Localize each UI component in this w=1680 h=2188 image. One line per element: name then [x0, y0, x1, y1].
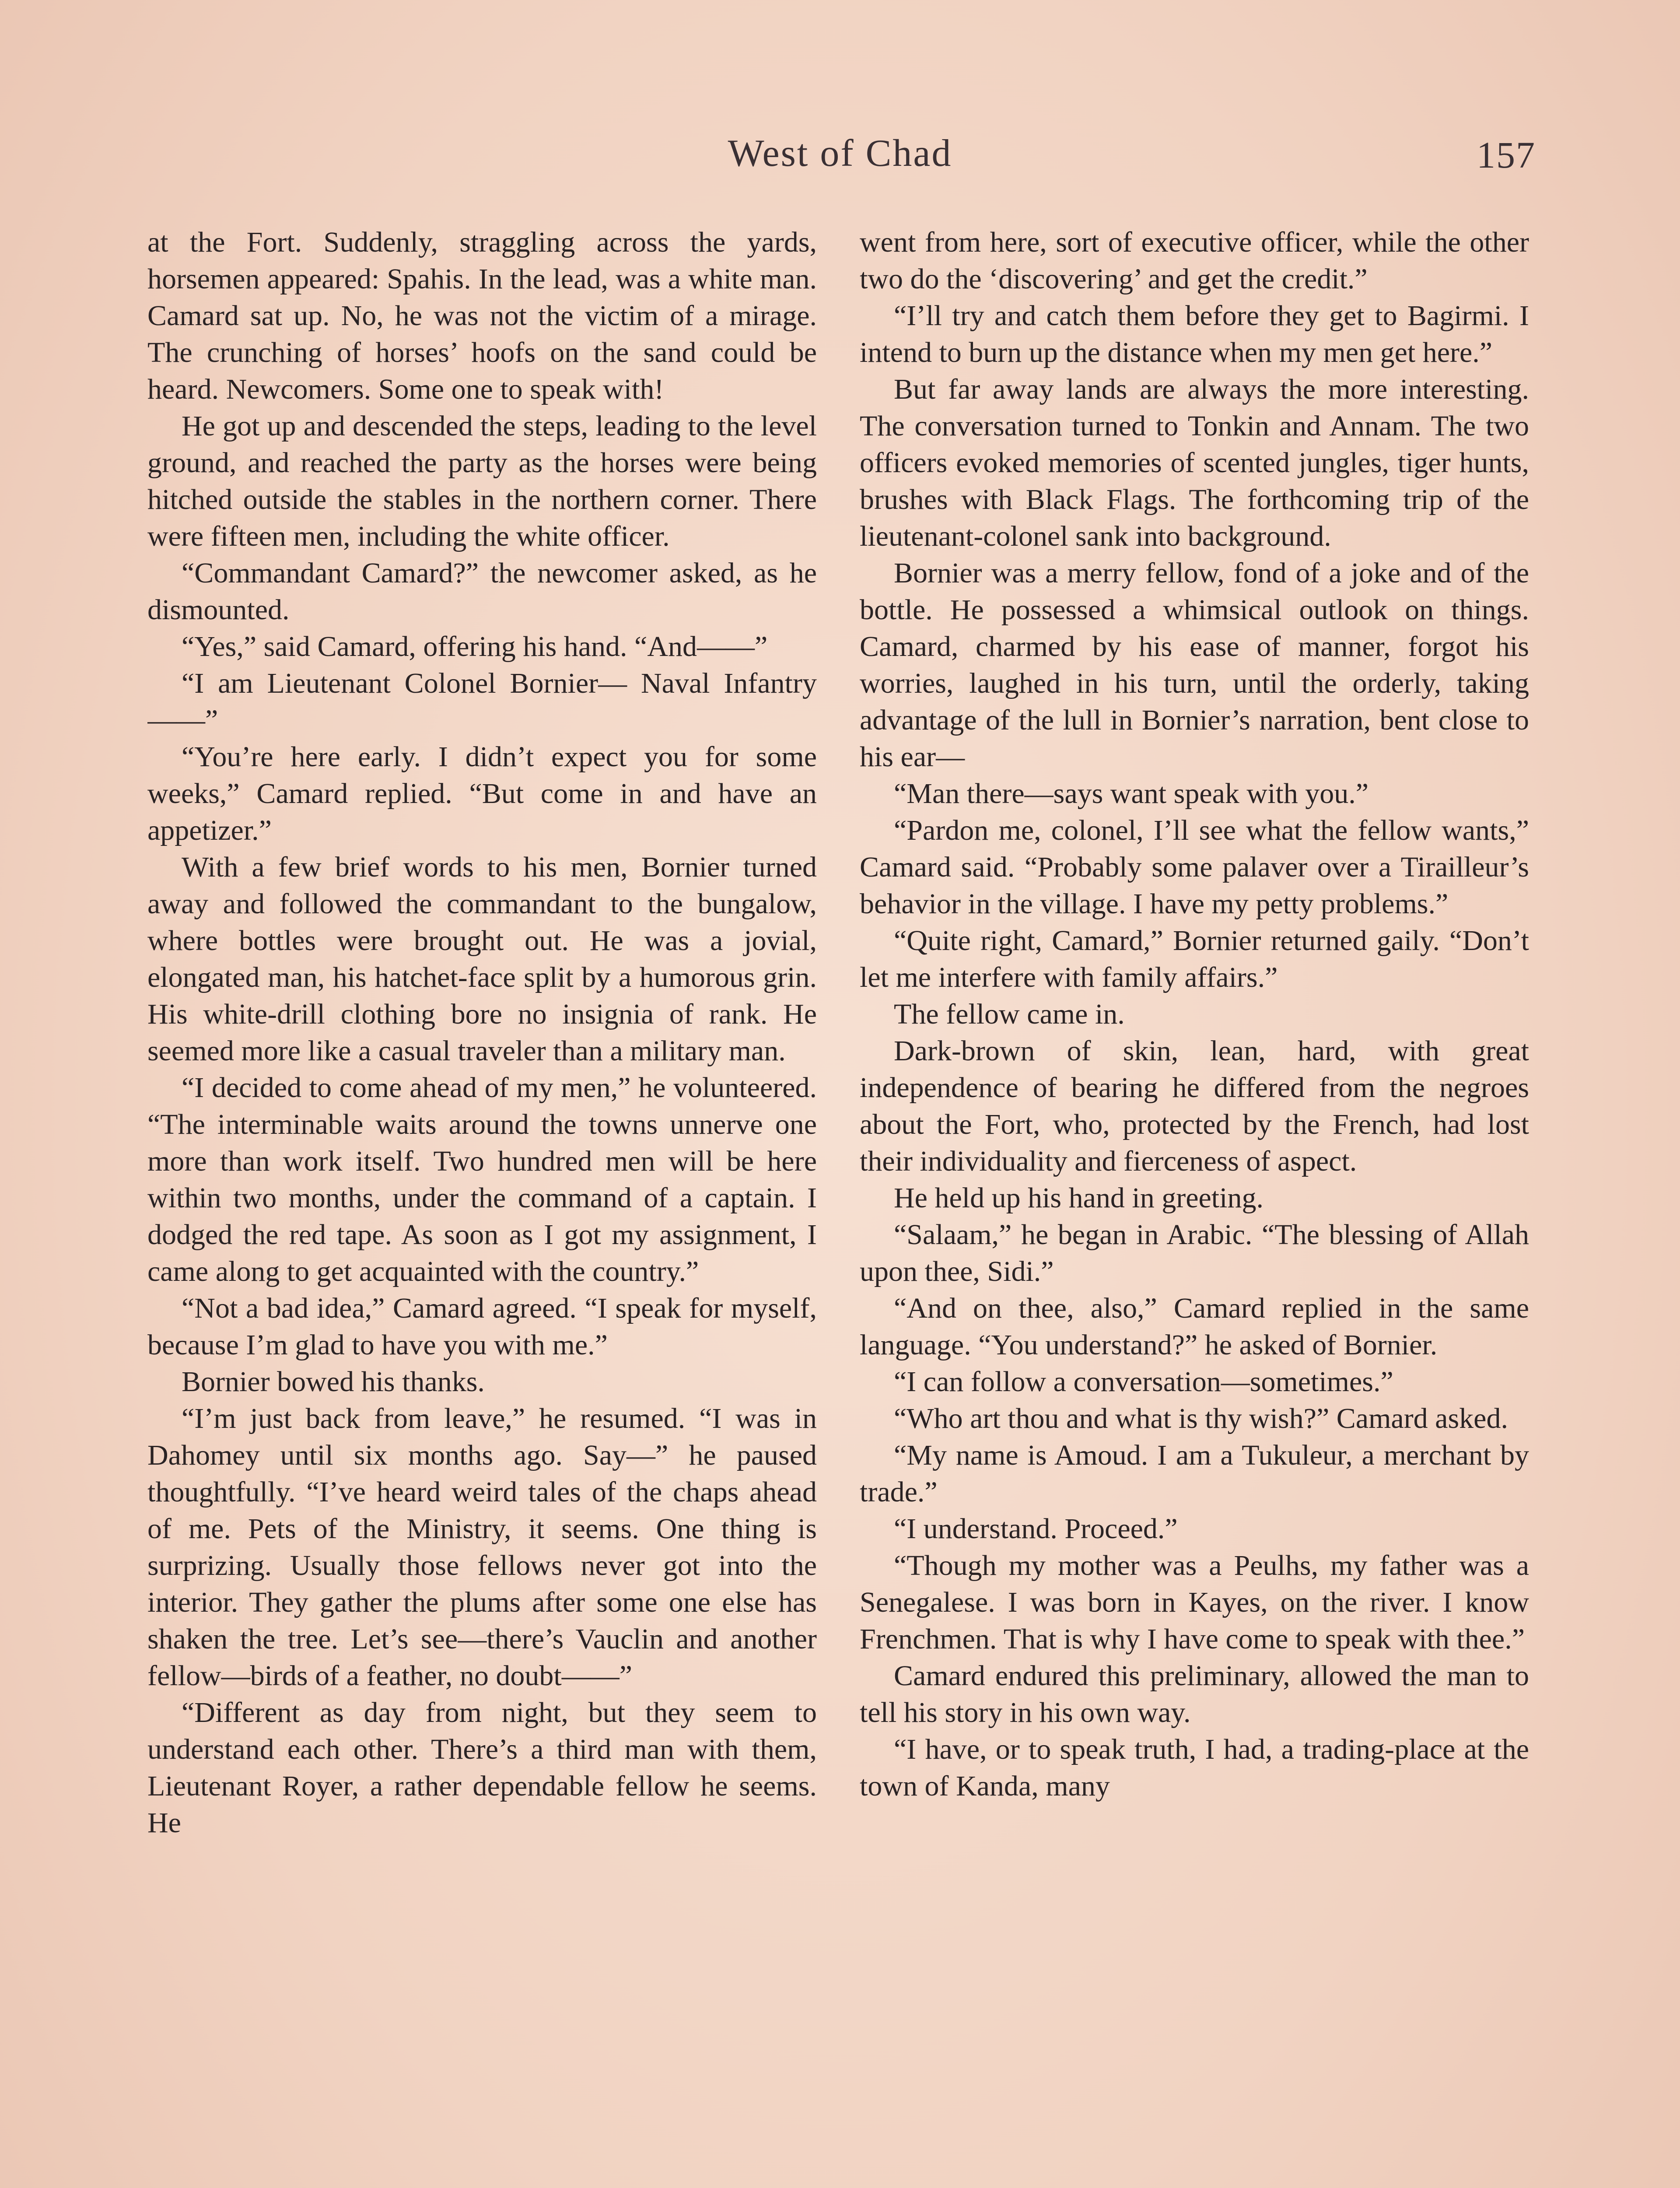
paragraph: “I understand. Proceed.” — [894, 1513, 1178, 1545]
paragraph: “My name is Amoud. I am a Tukuleur, a merchant by trade.” — [860, 1439, 1529, 1508]
paragraph: “Quite right, Camard,” Bornier returned gaily. “Don’t let me interfere with family affairs.” — [860, 925, 1529, 993]
running-title: West of Chad — [728, 132, 952, 175]
paragraph: “And on thee, also,” Camard replied in the same language. “You understand?” he asked of Bornier. — [860, 1292, 1529, 1361]
paragraph: “I have, or to speak truth, I had, a trading-place at the town of Kanda, many — [860, 1733, 1529, 1802]
paragraph: “I can follow a conversation—sometimes.” — [894, 1366, 1393, 1398]
paragraph: “Who art thou and what is thy wish?” Camard asked. — [894, 1403, 1508, 1434]
paragraph: Bornier was a merry fellow, fond of a joke and of the bottle. He possessed a whimsical outlook on things. Camard, charmed by his ease of manner, forgot his worries, laughed in his turn, until the orderly, taking advantage of the lull in Bornier’s narration, bent close to his ear— — [860, 557, 1529, 773]
paragraph: “Pardon me, colonel, I’ll see what the fellow wants,” Camard said. “Probably some palaver over a Tirailleur’s behavior in the village. I have my petty problems.” — [860, 814, 1529, 920]
page-header — [144, 131, 1536, 184]
paragraph: He held up his hand in greeting. — [894, 1182, 1264, 1214]
paragraph: “I am Lieutenant Colonel Bornier— Naval Infantry——” — [147, 667, 817, 736]
paragraph: “Man there—says want speak with you.” — [894, 778, 1369, 810]
paragraph: “Yes,” said Camard, offering his hand. “And——” — [182, 631, 768, 663]
paragraph: “I decided to come ahead of my men,” he volunteered. “The interminable waits around the towns unnerve one more than work itself. Two hundred men will be here within two months, under the command of a captain. I dodged the red tape. As soon as I got my assignment, I came along to get acquainted with the country.” — [147, 1072, 817, 1287]
paragraph: With a few brief words to his men, Bornier turned away and followed the commandant to the bungalow, where bottles were brought out. He was a jovial, elongated man, his hatchet-face split by a humorous grin. His white-drill clothing bore no insignia of rank. He seemed more like a casual traveler than a military man. — [147, 851, 817, 1067]
paragraph: Bornier bowed his thanks. — [182, 1366, 485, 1398]
paragraph: He got up and descended the steps, leading to the level ground, and reached the party as the horses were being hitched outside the stables in the northern corner. There were fifteen men, including the white officer. — [147, 410, 817, 552]
paragraph: The fellow came in. — [894, 998, 1125, 1030]
paragraph: “Different as day from night, but they seem to understand each other. There’s a third man with them, Lieutenant Royer, a rather dependable fellow he seems. He — [147, 1697, 817, 1839]
paragraph: Camard endured this preliminary, allowed the man to tell his story in his own way. — [860, 1660, 1529, 1729]
right-column — [860, 224, 1529, 2188]
paragraph: “Salaam,” he began in Arabic. “The blessing of Allah upon thee, Sidi.” — [860, 1219, 1529, 1287]
paragraph: “I’ll try and catch them before they get to Bagirmi. I intend to burn up the distance when my men get here.” — [860, 300, 1529, 368]
paragraph: “You’re here early. I didn’t expect you for some weeks,” Camard replied. “But come in and have an appetizer.” — [147, 741, 817, 846]
paragraph: Dark-brown of skin, lean, hard, with great independence of bearing he differed from the negroes about the Fort, who, protected by the French, had lost their individuality and fierceness of aspect. — [860, 1035, 1529, 1177]
left-column — [147, 224, 817, 2188]
paragraph: “Commandant Camard?” the newcomer asked, as he dismounted. — [147, 557, 817, 626]
paragraph: “Not a bad idea,” Camard agreed. “I speak for myself, because I’m glad to have you with me.” — [147, 1292, 817, 1361]
paragraph: “I’m just back from leave,” he resumed. “I was in Dahomey until six months ago. Say—” he paused thoughtfully. “I’ve heard weird tales of the chaps ahead of me. Pets of the Ministry, it seems. One thing is surprizing. Usually those fellows never got into the interior. They gather the plums after some one else has shaken the tree. Let’s see—there’s Vauclin and another fellow—birds of a feather, no doubt——” — [147, 1403, 817, 1692]
paragraph: at the Fort. Suddenly, straggling across the yards, horsemen appeared: Spahis. In the lead, was a white man. Camard sat up. No, he was not the victim of a mirage. The crunching of horses’ hoofs on the sand could be heard. Newcomers. Some one to speak with! — [147, 226, 817, 405]
page-number: 157 — [1477, 134, 1536, 176]
paragraph: But far away lands are always the more interesting. The conversation turned to Tonkin and Annam. The two officers evoked memories of scented jungles, tiger hunts, brushes with Black Flags. The forthcoming trip of the lieutenant-colonel sank into background. — [860, 373, 1529, 552]
paragraph: “Though my mother was a Peulhs, my father was a Senegalese. I was born in Kayes, on the river. I know Frenchmen. That is why I have come to speak with thee.” — [860, 1550, 1529, 1655]
paragraph: went from here, sort of executive officer, while the other two do the ‘discovering’ and get the credit.” — [860, 226, 1529, 295]
